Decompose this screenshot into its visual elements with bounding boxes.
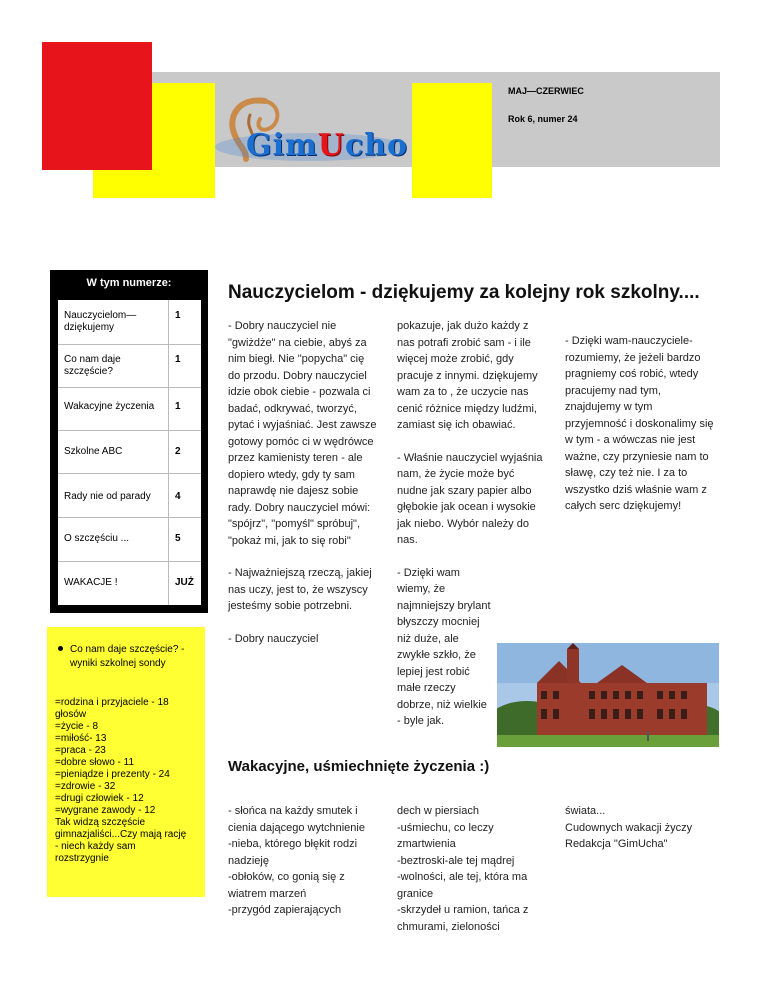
wishes-column-1: - słońca na każdy smutek i cienia dającego wytchnienie -nieba, którego błękit rodzi nadzieję -obłoków, co gonią się z wiatrem marzeń -przygód zapierających bbox=[228, 805, 365, 916]
toc-row[interactable] bbox=[58, 517, 201, 562]
school-building-photo bbox=[497, 643, 719, 747]
toc-item-label: Szkolne ABC bbox=[64, 446, 123, 457]
paragraph: - Dzięki wam wiemy, że najmniejszy brylant błyszczy mocniej niż duże, ale zwykłe szkło, że lepiej jest robić małe rzeczy dobrze, niż wielkie - byle jak. bbox=[397, 566, 491, 727]
issue-number: Rok 6, numer 24 bbox=[508, 114, 578, 124]
toc-item-page: 4 bbox=[175, 491, 181, 502]
article-column-1 bbox=[228, 318, 378, 663]
toc-row[interactable] bbox=[58, 473, 201, 518]
survey-result-line: =wygrane zawody - 12 bbox=[55, 805, 156, 816]
toc-item-label: Rady nie od parady bbox=[64, 491, 151, 502]
toc-item-page: 1 bbox=[175, 401, 181, 412]
survey-results bbox=[55, 697, 201, 865]
toc-item-label: WAKACJE ! bbox=[64, 577, 118, 588]
article-column-3 bbox=[565, 333, 715, 531]
survey-result-line: rozstrzygnie bbox=[55, 853, 109, 864]
logo-letter-g: G bbox=[246, 128, 273, 163]
toc-row[interactable] bbox=[58, 561, 201, 605]
toc-row[interactable] bbox=[58, 344, 201, 388]
bullet-icon bbox=[58, 646, 63, 651]
toc-item-label: Co nam daje szczęście? bbox=[64, 354, 121, 377]
survey-result-line: głosów bbox=[55, 709, 87, 720]
toc-item-page: 2 bbox=[175, 446, 181, 457]
paragraph: pokazuje, jak dużo każdy z nas potrafi zrobić sam - i ile więcej może zrobić, gdy pracuje z innymi. dziękujemy wam za to , że uczycie nas cenić różnice między ludźmi, zamiast się ich obawiać. bbox=[397, 320, 538, 431]
toc-row[interactable] bbox=[58, 387, 201, 431]
survey-result-line: =życie - 8 bbox=[55, 721, 99, 732]
survey-result-line: =pieniądze i prezenty - 24 bbox=[55, 769, 170, 780]
survey-result-line: =rodzina i przyjaciele - 18 bbox=[55, 697, 169, 708]
survey-result-line: - niech każdy sam bbox=[55, 841, 136, 852]
paragraph: - Właśnie nauczyciel wyjaśnia nam, że życie może być nudne jak szary papier albo głębokie jak ocean i wysokie jak niebo. Wybór należy do nas. bbox=[397, 451, 543, 546]
header-yellow-block-right bbox=[412, 83, 492, 198]
paragraph: - Dobry nauczyciel bbox=[228, 632, 319, 645]
toc-item-label: Nauczycielom—dziękujemy bbox=[64, 310, 137, 333]
toc-item-page: 1 bbox=[175, 354, 181, 365]
toc-item-page: JUŻ bbox=[175, 577, 194, 588]
wishes-column-3: świata... Cudownych wakacji życzy Redakcja "GimUcha" bbox=[565, 805, 693, 850]
survey-result-line: =zdrowie - 32 bbox=[55, 781, 116, 792]
article-title-teachers: Nauczycielom - dziękujemy za kolejny rok szkolny.... bbox=[228, 282, 700, 303]
survey-result-line: =praca - 23 bbox=[55, 745, 106, 756]
toc-row[interactable] bbox=[58, 430, 201, 474]
article-title-wishes: Wakacyjne, uśmiechnięte życzenia :) bbox=[228, 758, 490, 775]
header-red-block bbox=[42, 42, 152, 170]
toc-row[interactable] bbox=[58, 300, 201, 345]
toc-item-page: 5 bbox=[175, 533, 181, 544]
paragraph: - Dzięki wam-nauczyciele-rozumiemy, że jeżeli bardzo pragniemy coś robić, wtedy pracujemy nad tym, znajdujemy w tym przyjemność i doskonalimy się w tym - a wówczas nie jest ważne, czy przyniesie nam to sławę, czy też nie. I za to wszystko dziś właśnie wam z całych serc dziękujemy! bbox=[565, 335, 714, 512]
toc-item-label: O szczęściu ... bbox=[64, 533, 130, 544]
survey-result-line: gimnazjaliści...Czy mają rację bbox=[55, 829, 187, 840]
toc-title: W tym numerze: bbox=[86, 277, 172, 289]
toc-table bbox=[58, 300, 201, 605]
paragraph: - Najważniejszą rzeczą, jakiej nas uczy, jest to, że wszyscy jesteśmy sobie potrzebni. bbox=[228, 567, 372, 612]
toc-item-label: Wakacyjne życzenia bbox=[64, 401, 155, 412]
survey-result-line: =miłość- 13 bbox=[55, 733, 107, 744]
survey-title: Co nam daje szczęście? - wyniki szkolnej sondy bbox=[70, 644, 185, 669]
toc-item-page: 1 bbox=[175, 310, 181, 321]
logo-letters-cho: cho bbox=[344, 128, 409, 163]
paragraph: - Dobry nauczyciel nie "gwiżdże" na ciebie, abyś za nim biegł. Nie "popycha" cię do przodu. Dobry nauczyciel idzie obok ciebie - pozwala ci badać, odkrywać, tworzyć, pytać i wyjaśniać. Jest zawsze gotowy pomóc ci w wędrówce przez kamienisty teren - ale dopiero wtedy, gdy ty sam naprawdę nie dajesz sobie rady. Dobry nauczyciel mówi: "spójrz", "pomyśl" spróbuj", "pokaż mi, jak to się robi" bbox=[228, 320, 377, 547]
logo-wordmark bbox=[246, 128, 408, 163]
logo-letter-u: U bbox=[317, 128, 345, 163]
logo-letters-im: im bbox=[272, 128, 318, 163]
survey-result-line: Tak widzą szczęście bbox=[55, 817, 146, 828]
wishes-column-2: dech w piersiach -uśmiechu, co leczy zmartwienia -beztroski-ale tej mądrej -wolności, ale tej, która ma granice -skrzydeł u ramion, tańca z chmurami, zieloności bbox=[397, 805, 529, 933]
issue-date: MAJ—CZERWIEC bbox=[508, 86, 584, 96]
survey-result-line: =dobre słowo - 11 bbox=[55, 757, 135, 768]
survey-result-line: =drugi człowiek - 12 bbox=[55, 793, 144, 804]
